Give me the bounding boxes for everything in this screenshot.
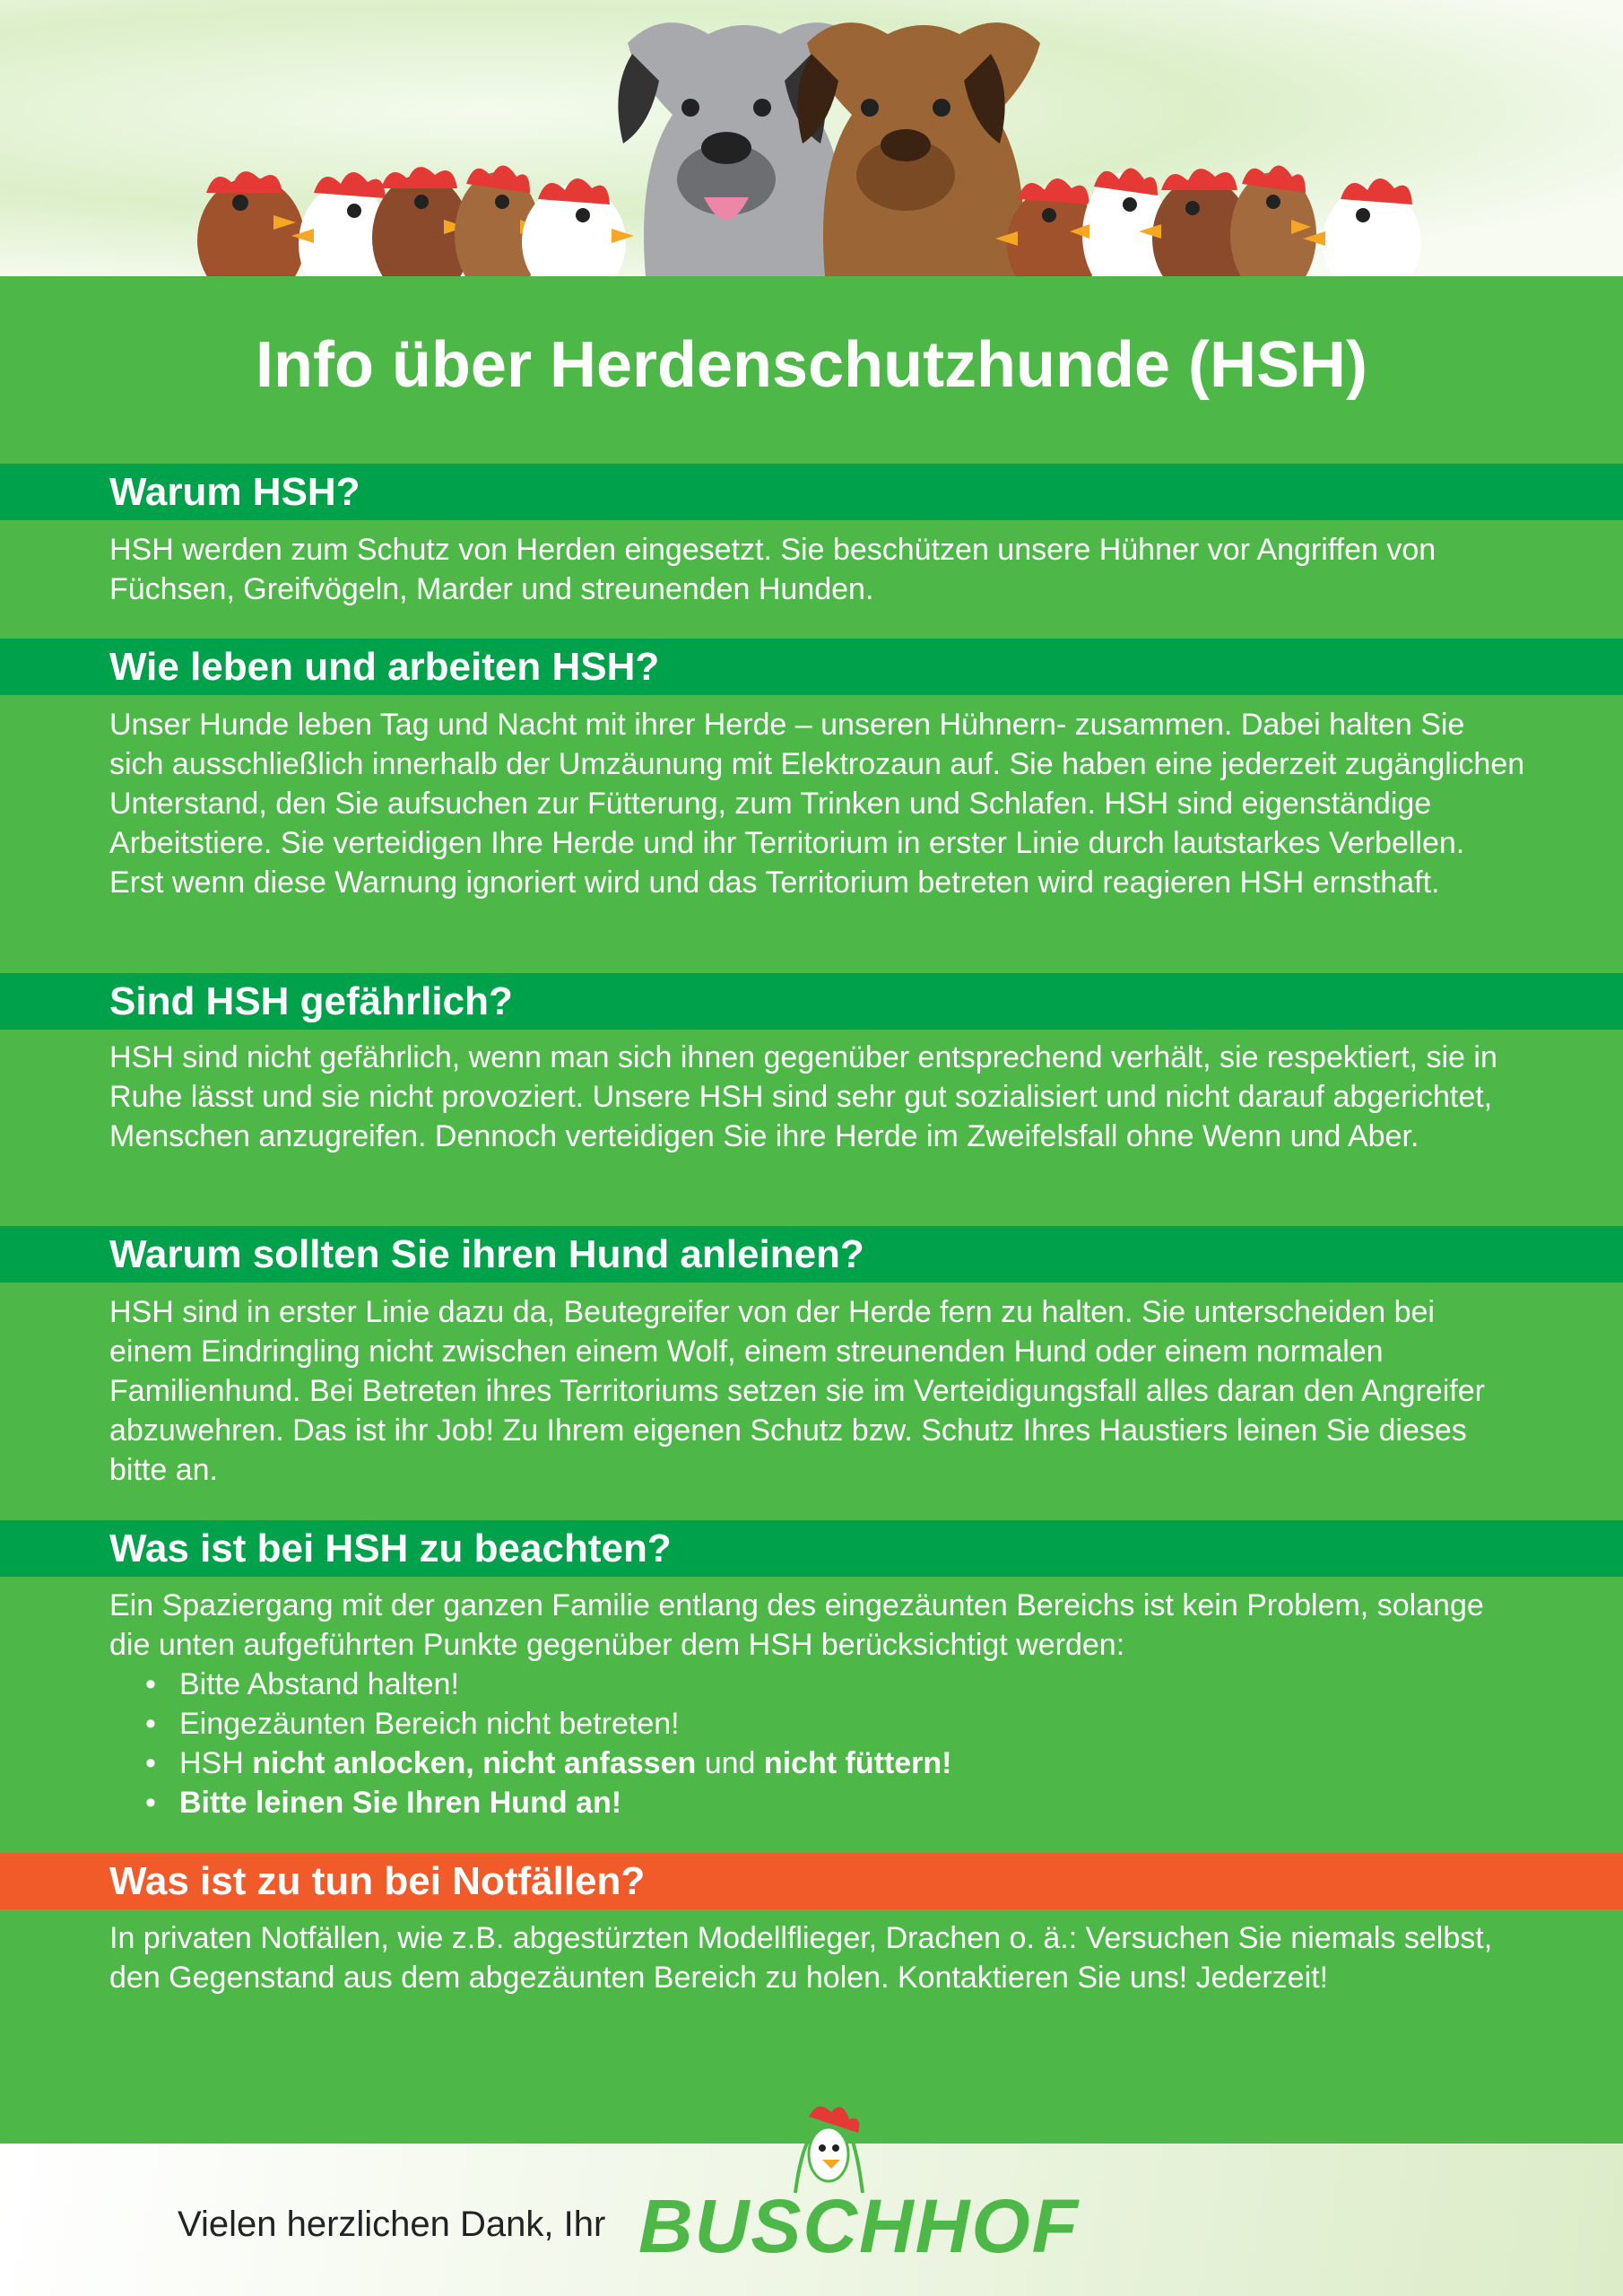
- section-body-notfaelle: [109, 1918, 1526, 1997]
- list-item: [145, 1704, 1526, 1744]
- section-body-gefaehrlich: [109, 1038, 1526, 1156]
- section-text: HSH sind in erster Linie dazu da, Beutegreifer von der Herde fern zu halten. Sie unterscheiden bei einem Eindringling nicht zwischen einem Wolf, einem streunenden Hund oder einem normalen Familienhund. Bei Betreten ihres Territoriums setzen sie im Verteidigungsfall alles daran den Angreifer abzuwehren. Das ist ihr Job! Zu Ihrem eigenen Schutz bzw. Schutz Ihres Haustiers leinen Sie dieses bitte an.: [109, 1295, 1485, 1487]
- chicken-icon: [1230, 166, 1316, 277]
- section-heading-gefaehrlich: Sind HSH gefährlich?: [0, 973, 1623, 1030]
- logo-text: BUSCHHOF: [638, 2184, 1080, 2268]
- chicken-icon: [197, 171, 305, 276]
- rule-emphasis: nicht füttern!: [763, 1746, 952, 1780]
- rule-text: HSH: [179, 1746, 253, 1780]
- list-item: [145, 1665, 1526, 1704]
- section-heading-anleinen: Warum sollten Sie ihren Hund anleinen?: [0, 1226, 1623, 1283]
- section-body-wie-leben: [109, 705, 1526, 902]
- section-text: HSH werden zum Schutz von Herden eingesetzt. Sie beschützen unsere Hühner vor Angriffen von Füchsen, Greifvögeln, Marder und streunenden Hunden.: [109, 533, 1436, 606]
- section-text: HSH sind nicht gefährlich, wenn man sich ihnen gegenüber entsprechend verhält, sie respektiert, sie in Ruhe lässt und sie nicht provoziert. Unsere HSH sind sehr gut sozialisiert und nicht darauf abgerichtet, Menschen anzugreifen. Dennoch verteidigen Sie ihre Herde im Zweifelsfall ohne Wenn und Aber.: [109, 1040, 1497, 1153]
- page-title: Info über Herdenschutzhunde (HSH): [256, 329, 1367, 401]
- section-heading-warum-hsh: Warum HSH?: [0, 464, 1623, 520]
- rule-text: Eingezäunten Bereich nicht betreten!: [179, 1707, 680, 1741]
- section-heading-wie-leben: Wie leben und arbeiten HSH?: [0, 639, 1623, 695]
- rule-emphasis: nicht anlocken, nicht anfassen: [252, 1746, 697, 1780]
- section-text: Unser Hunde leben Tag und Nacht mit ihrer Herde – unseren Hühnern- zusammen. Dabei halten Sie sich ausschließlich innerhalb der Umzäunung mit Elektrozaun auf. Sie haben eine jederzeit zugänglichen Unterstand, den Sie aufsuchen zur Fütterung, zum Trinken und Schlafen. HSH sind eigenständige Arbeitstiere. Sie verteidigen Ihre Herde und ihr Territorium in erster Linie durch lautstarkes Verbellen. Erst wenn diese Warnung ignoriert wird und das Territorium betreten wird reagieren HSH ernsthaft.: [109, 708, 1525, 900]
- animals-illustration: [0, 0, 1623, 276]
- header-illustration: [0, 0, 1623, 276]
- section-text: In privaten Notfällen, wie z.B. abgestürzten Modellflieger, Drachen o. ä.: Versuchen Sie niemals selbst, den Gegenstand aus dem abgezäunten Bereich zu holen. Kontaktieren Sie uns! Jederzeit!: [109, 1921, 1493, 1995]
- section-body-beachten: [109, 1586, 1526, 1822]
- rule-text: und: [696, 1746, 764, 1780]
- rules-list: [109, 1665, 1526, 1822]
- list-item: [145, 1744, 1526, 1783]
- section-heading-notfaelle: Was ist zu tun bei Notfällen?: [0, 1853, 1623, 1909]
- chicken-icon: [1303, 178, 1421, 276]
- rule-text: Bitte Abstand halten!: [179, 1667, 459, 1701]
- section-body-warum-hsh: [109, 530, 1526, 609]
- buschhof-logo: [638, 2099, 1080, 2287]
- rule-emphasis: Bitte leinen Sie Ihren Hund an!: [179, 1786, 622, 1820]
- section-heading-beachten: Was ist bei HSH zu beachten?: [0, 1520, 1623, 1577]
- section-text: Ein Spaziergang mit der ganzen Familie entlang des eingezäunten Bereichs ist kein Problem, solange die unten aufgeführten Punkte gegenüber dem HSH berücksichtigt werden:: [109, 1588, 1484, 1662]
- chicken-icon: [522, 178, 634, 276]
- list-item: [145, 1783, 1526, 1822]
- thanks-text: Vielen herzlichen Dank, Ihr: [178, 2205, 606, 2244]
- section-body-anleinen: [109, 1292, 1526, 1490]
